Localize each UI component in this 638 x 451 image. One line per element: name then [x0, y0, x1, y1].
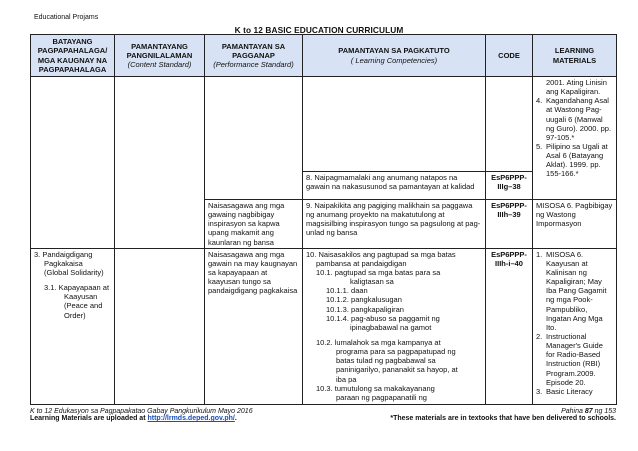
page-title: K to 12 BASIC EDUCATION CURRICULUM: [234, 25, 404, 35]
cell-competency-8: 8. Naipagmamalaki ang anumang natapos na gawain na nakasusunod sa pamantayan at kalidad: [303, 172, 486, 200]
material-item: 4. Kagandahang Asal at Wastong Pag-uugali 6 (Manwal ng Guro). 2000. pp. 97-105.*: [536, 96, 612, 142]
header-learning-materials: LEARNING MATERIALS: [533, 35, 617, 77]
material-item: 2001. Ating Linisin ang Kapaligiran.: [546, 78, 607, 97]
material-item: 5. Pilipino sa Ugali at Asal 6 (Batayang Aklat). 1999. pp. 155-166.*: [536, 141, 608, 179]
cell-content-standard-empty: [115, 77, 205, 249]
cell-code-empty: [486, 77, 533, 172]
cell-core-values-empty: [31, 77, 115, 249]
cell-core-values-global-solidarity: 3. Pandaigdigang Pagkakaisa (Global Solidarity) 3.1. Kapayapaan at Kaayusan (Peace and Order): [31, 248, 115, 404]
watermark-text: Educational Projams: [34, 14, 99, 21]
header-code: CODE: [486, 35, 533, 77]
footer-upload-note: Learning Materials are uploaded at http://lrmds.deped.gov.ph/.: [30, 415, 237, 422]
footer-guide-title: K to 12 Edukasyon sa Pagpapakatao Gabay Pangkurikulum Mayo 2016: [30, 408, 253, 415]
table-row: [31, 248, 617, 404]
material-item: 2. Instructional Manager's Guide for Radio-Based Instruction (RBI) Program.2009. Episode 20.: [536, 331, 603, 387]
material-item: 1. MISOSA 6. Kaayusan at Kalinisan ng Kapaligiran; May Iba Pang Gagamit ng mga Pook-Pampubliko, Ingatan Ang Mga Ito.: [536, 249, 607, 332]
header-performance-standard: PAMANTAYAN SA PAGGANAP (Performance Standard): [205, 35, 303, 77]
cell-performance-peace: Naisasagawa ang mga gawain na may kaugnayan sa kapayapaan at kaayusan tungo sa pandaigdigang pagkakaisa: [205, 248, 303, 404]
header-content-standard: PAMANTAYANG PANGNILALAMAN (Content Standard): [115, 35, 205, 77]
header-row: [31, 35, 617, 77]
material-item: 3. Basic Literacy: [536, 386, 593, 396]
footer-materials-note: *These materials are in textooks that have ben delivered to schools.: [390, 415, 616, 422]
lrmds-link[interactable]: http://lrmds.deped.gov.ph/: [147, 415, 235, 422]
curriculum-table: [30, 34, 617, 405]
footer-right: [390, 408, 616, 422]
header-core-values: BATAYANG PAGPAPAHALAGA/ MGA KAUGNAY NA PAGPAPAHALAGA: [31, 35, 115, 77]
cell-code-39: EsP6PPP-IIIh–39: [486, 200, 533, 249]
cell-materials-misosa: MISOSA 6. Pagbibigay ng Wastong Impormasyon: [533, 200, 617, 249]
header-learning-competencies: PAMANTAYAN SA PAGKATUTO ( Learning Competencies): [303, 35, 486, 77]
cell-materials: [533, 77, 617, 200]
cell-performance-empty: [205, 77, 303, 200]
cell-content-standard-empty: [115, 248, 205, 404]
cell-competency-9: 9. Naipakikita ang pagiging malikhain sa paggawa ng anumang proyekto na makatutulong at magsisilbing inspirasyon tungo sa pagsulong at pag-unlad ng bansa: [303, 200, 486, 249]
cell-code-38: EsP6PPP-IIIg–38: [486, 172, 533, 200]
cell-code-40: EsP6PPP-IIIh-i–40: [486, 248, 533, 404]
page-number: Pahina 87 ng 153: [561, 408, 616, 415]
cell-materials-list: [533, 248, 617, 404]
cell-performance-inspiration: Naisasagawa ang mga gawaing nagbibigay inspirasyon sa kapwa upang makamit ang kaunlaran ng bansa: [205, 200, 303, 249]
cell-competency-10: 10. Naisasakilos ang pagtupad sa mga batas pambansa at pandaigdigan 10.1. pagtupad sa mga batas para sa kaligtasan sa 10.1.1. daan 10.1.2. pangkalusugan 10.1.3. pangkapaligiran 10.1.4. pag-abuso sa paggamit ng ipinagbabawal na gamot 10.2. lumalahok sa mga kampanya at programa para sa pagpapatupad ng batas tulad ng pagbabawal sa paninigarilyo, pananakit sa hayop, at iba pa 10.3. tumutulong sa makakayanang paraan ng pagpapanatili ng: [303, 248, 486, 404]
cell-competency-empty: [303, 77, 486, 172]
footer-left: [30, 408, 253, 422]
table-row: [31, 77, 617, 172]
